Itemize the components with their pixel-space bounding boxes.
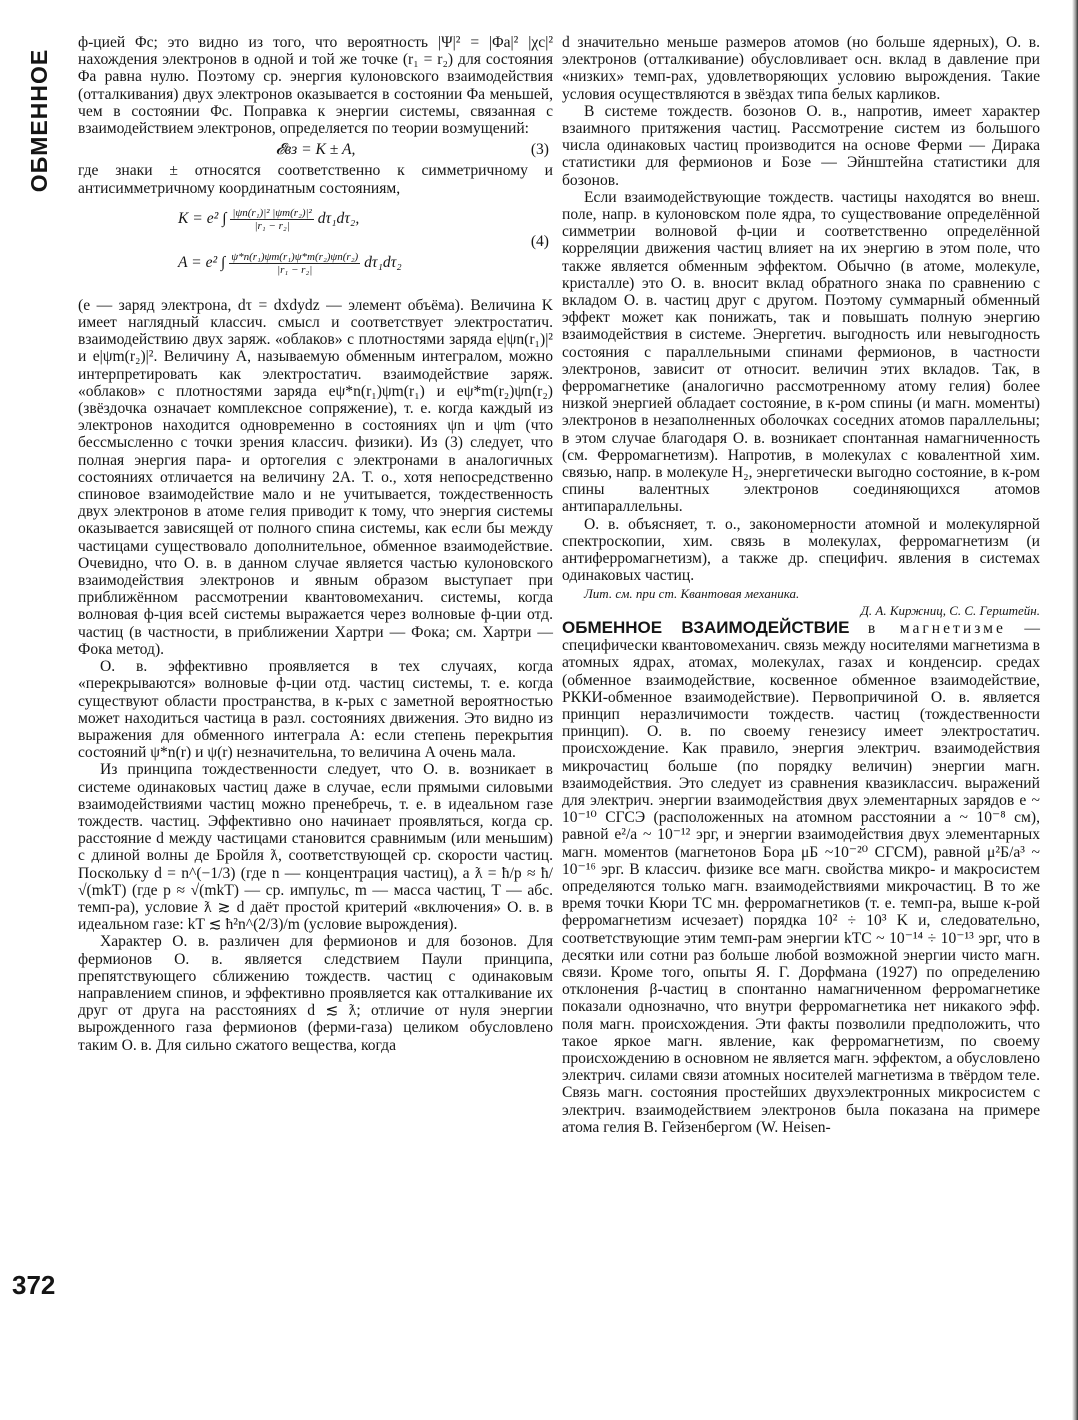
literature-reference: Лит. см. при ст. Квантовая механика. — [584, 585, 800, 601]
article-body: — специфически квантовомеханич. связь между носителями магнетизма в атомных ядрах, атомах, молекулах, газах и конденсир. средах (обменное взаимодействие, косвенное обменное взаимодействие, РККИ-обменное взаимодействие). Первопричиной О. в. является принцип неразличимости тождеств. частиц (тождественности принцип). О. в. по своему генезису имеет электростатич. происхождение. Как правило, энергия электрич. взаимодействия микрочастиц больше (по порядку величин) энергии магн. взаимодействия. Это следует из сравнения квазиклассич. выражений для электрич. энергии взаимодействия двух элементарных зарядов e ~ 10⁻¹⁰ СГСЭ (расположенных на атомном расстоянии a ~ 10⁻⁸ см), равной e²/a ~ 10⁻¹² эрг, и энергии взаимодействия двух элементарных магн. моментов (магнетонов Бора μБ ~10⁻²⁰ СГСМ), равной μ²Б/a³ ~ 10⁻¹⁶ эрг. В классич. физике все магн. свойства микро- и макросистем определяются только магн. взаимодействиями микрочастиц. В то же время точки Кюри TC мн. ферромагнетиков (т. е. темп-ра, выше к-рой ферромагнетизм исчезает) порядка 10² ÷ 10³ K и, следовательно, соответствующие этим темп-рам энергии kTC ~ 10⁻¹⁴ ÷ 10⁻¹³ эрг, что в десятки или сотни раз больше любой возможной энергии чисто магн. связи. Кроме того, опыты Я. Г. Дорфмана (1927) по определению отклонения β-частиц в спонтанно намагниченном ферромагнетике показали однозначно, что внутри ферромагнетика нет никакого эфф. поля магн. происхождения. Эти факты позволили предположить, что такое яркое магн. явление, как ферромагнетизм, по своему происхождению в основном не является магн. эффектом, а обусловлено электрич. силами связи атомных носителей магнетизма в твёрдом теле. Связь магн. состояния простейших двухэлектронных микросистем с электрич. взаимодействием электронов была показана на примере атома гелия В. Гейзенбергом (W. Heisen- — [562, 619, 1040, 1136]
fraction — [229, 251, 360, 276]
paragraph: d значительно меньше размеров атомов (но больше ядерных), О. в. электронов (отталкивание) обусловливает осн. вклад в давление при «низких» темп-рах, удовлетворяющих условию вырождения. Такие условия осуществляются в звёздах типа белых карликов. — [562, 34, 1040, 103]
equation-tail: dτ₁dτ₂, — [317, 209, 360, 227]
paragraph: Характер О. в. различен для фермионов и для бозонов. Для фермионов О. в. является следствием Паули принципа, препятствующего сближению тождеств. частиц с одинаковым направлением спинов, и эффективно проявляется как отталкивание их друг от друга на расстояниях d ≲ ƛ; отличие от нуля энергии вырожденного газа фермионов (ферми-газа) целиком обусловлено таким О. в. Для сильно сжатого вещества, когда — [78, 933, 553, 1054]
paragraph: (e — заряд электрона, dτ = dxdydz — элемент объёма). Величина K имеет наглядный классич. смысл и соответствует электростатич. взаимодействию двух заряж. «облаков» с плотностями заряда e|ψn(r₁)|² и e|ψm(r₂)|². Величину A, называемую обменным интегралом, можно интерпретировать как электростатич. взаимодействие заряж. «облаков» с плотностями заряда eψ*n(r₁)ψm(r₁) и eψ*m(r₂)ψn(r₂) (звёздочка означает комплексное сопряжение), т. е. когда каждый из электронов находится одновременно в состояниях ψn и ψm (что бессмысленно с точки зрения классич. физики). Из (3) следует, что полная энергия пара- и ортогелия с электронами в аналогичных состояниях отличается на величину 2A. Т. о., хотя непосредственно спиновое взаимодействие мало и не учитывается, тождественность двух электронов в атоме гелия приводит к тому, что энергия системы оказывается зависящей от полного спина системы, как если бы между частицами существовало дополнительное, обменное взаимодействие. Очевидно, что О. в. в данном случае является частью кулоновского взаимодействия электронов и явным образом выступает при приближённом рассмотрении квантовомеханич. системы, когда волновая ф-ция всей системы выражается через волновые ф-ции отд. частиц (в частности, в приближении Хартри — Фока; см. Хартри — Фока метод). — [78, 296, 553, 658]
headword-qualifier: в магнетизме — [867, 619, 1006, 637]
equation-lhs: A = e² ∫ — [178, 253, 226, 271]
equation-line-k — [178, 207, 359, 232]
equation-text: 𝓔вз = K ± A, — [275, 141, 356, 159]
right-column — [562, 34, 1040, 1136]
paragraph: ф-цией Φc; это видно из того, что вероятность |Ψ|² = |Φа|² |χс|² нахождения электронов в одной и той же точке (r₁ = r₂) для состояния Φа равна нулю. Поэтому ср. энергия кулоновского взаимодействия (отталкивания) двух электронов оказывается в состоянии Φа меньшей, чем в состоянии Φс. Поправка к энергии системы, связанная с взаимодействием электронов, определяется по теории возмущений: — [78, 34, 553, 138]
running-header-text: ОБМЕННОЕ — [26, 48, 53, 192]
paragraph: В системе тождеств. бозонов О. в., напротив, имеет характер взаимного притяжения частиц. Рассмотрение систем из большого числа одинаковых частиц производится на основе Ферми — Дирака статистики для фермионов и Бозе — Эйнштейна статистики для бозонов. — [562, 102, 1040, 189]
equation-4 — [78, 203, 553, 291]
equation-number: (4) — [530, 232, 549, 250]
paragraph: Если взаимодействующие тождеств. частицы находятся во внеш. поле, напр. в кулоновском поле ядра, то существование определённой симметрии волновой ф-ции и соответственно определённой корреляции движения частиц влияет на их энергию в этом поле, что также является обменным эффектом. Обычно (в атоме, молекуле, кристалле) это О. в. вносит вклад обратного знака по сравнению с вкладом О. в. частиц друг с другом. Поэтому суммарный обменный эффект может как понижать, так и повышать полную энергию взаимодействия в системе. Энергетич. выгодность или невыгодность состояния с параллельными спинами фермионов, в частности электронов, зависит от относит. величин этих вкладов. Так, в ферромагнетике (аналогично рассмотренному атому гелия) более низкой энергией обладает состояние, в к-ром спины (и магн. моменты) электронов в незаполненных оболочках соседних атомов параллельны; в этом случае благодаря О. в. возникает спонтанная намагниченность (см. Ферромагнетизм). Напротив, в молекулах с ковалентной хим. связью, напр. в молекуле H₂, энергетически выгодно состояние, в к-ром спины валентных электронов соединяющихся атомов антипараллельны. — [562, 188, 1040, 516]
article-entry — [562, 619, 1040, 1136]
fraction-numerator: ψ*n(r₁)ψm(r₁)ψ*m(r₂)ψn(r₂) — [231, 250, 359, 263]
fraction-denominator: |r₁ − r₂| — [277, 263, 313, 276]
equation-line-a — [178, 251, 402, 276]
equation-lhs: K = e² ∫ — [178, 209, 227, 227]
running-header — [20, 30, 60, 210]
article-authors: Д. А. Киржниц, С. С. Герштейн. — [860, 602, 1040, 618]
equation-3 — [78, 141, 553, 158]
paragraph: О. в. объясняет, т. о., закономерности атомной и молекулярной спектроскопии, хим. связь в молекулах, ферромагнетизм (и антиферромагнетизм), а также др. специфич. явления в системах одинаковых частиц. — [562, 515, 1040, 585]
left-column — [78, 34, 553, 1054]
article-headword: ОБМЕННОЕ ВЗАИМОДЕЙСТВИЕ — [562, 617, 850, 637]
paragraph: О. в. эффективно проявляется в тех случаях, когда «перекрываются» волновые ф-ции отд. частиц системы, т. е. когда существуют области пространства, в к-рых с заметной вероятностью может находиться частица в разл. состояниях движения. Это видно из выражения для обменного интеграла A: если степень перекрытия состояний ψ*n(r) и ψ(r) незначительна, то величина A очень мала. — [78, 658, 553, 762]
fraction-denominator: |r₁ − r₂| — [254, 219, 290, 232]
fraction-numerator: |ψn(r₁)|² |ψm(r₂)|² — [232, 206, 312, 219]
fraction — [230, 207, 313, 232]
equation-number: (3) — [530, 141, 549, 159]
paragraph: Из принципа тождественности следует, что О. в. возникает в системе одинаковых частиц даже в случае, если прямыми силовыми взаимодействиями частиц можно пренебречь, т. е. в идеальном газе тождеств. частиц. Эффективно оно начинает проявляться, когда ср. расстояние d между частицами становится сравнимым (или меньшим) с длиной волны де Бройля ƛ, соответствующей ср. скорости частиц. Поскольку d = n^(−1/3) (где n — концентрация частиц), а ƛ = ħ/p ≈ ħ/√(mkT) (где p ≈ √(mkT) — ср. импульс, m — масса частиц, T — абс. темп-ра), условие ƛ ≳ d даёт простой критерий «включения» О. в. в идеальном газе: kT ≲ ħ²n^(2/3)/m (условие вырождения). — [78, 761, 553, 934]
equation-tail: dτ₁dτ₂ — [364, 253, 402, 271]
page-edge-shadow — [1072, 0, 1078, 1420]
paragraph: где знаки ± относятся соответственно к симметричному и антисимметричному координатным состояниям, — [78, 162, 553, 197]
page-number: 372 — [12, 1270, 56, 1300]
